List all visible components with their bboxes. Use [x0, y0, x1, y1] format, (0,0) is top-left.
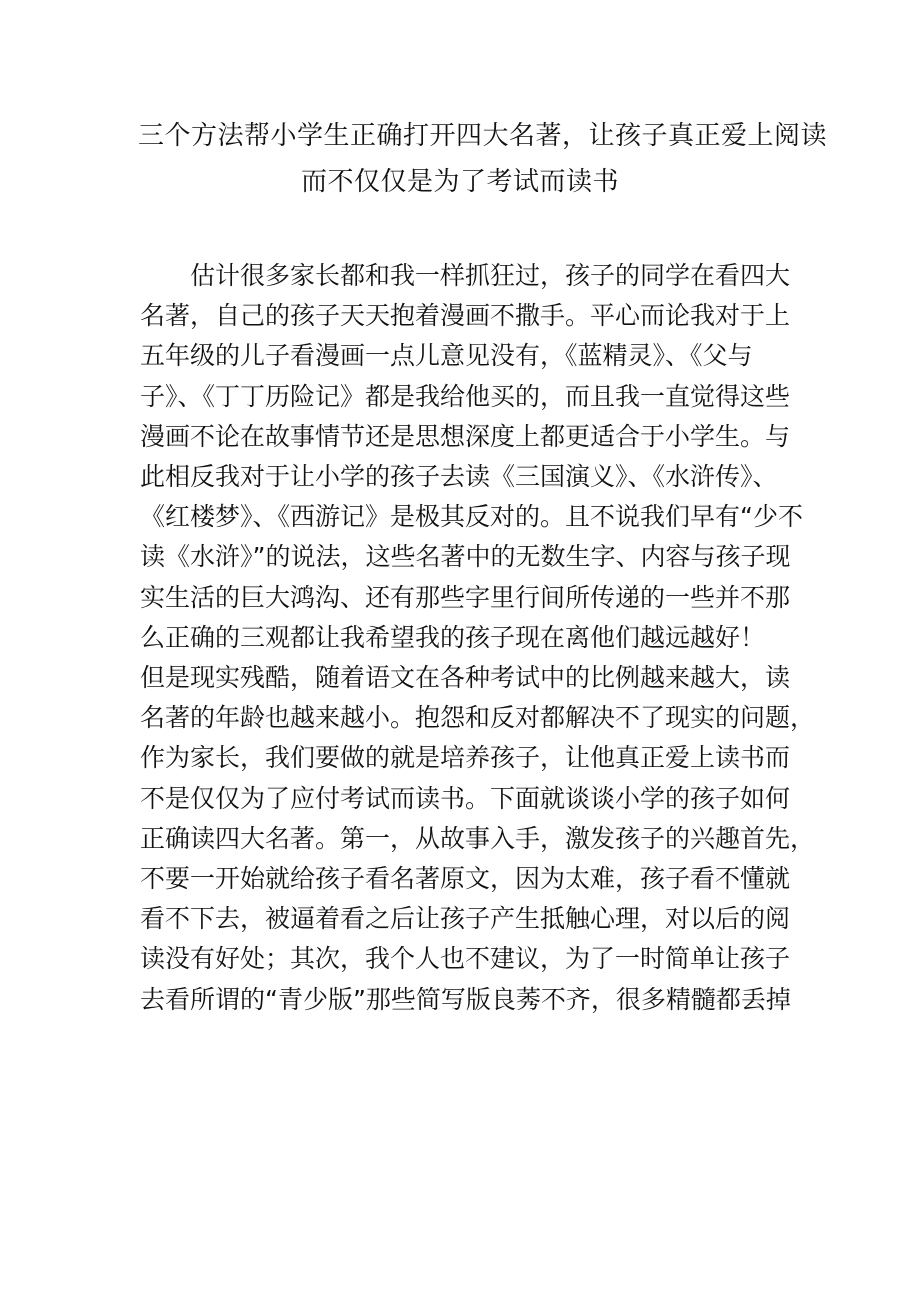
document-title	[138, 116, 828, 202]
body-line: 正确读四大名著。第一，从故事入手，激发孩子的兴趣首先，	[140, 823, 816, 853]
body-line: 读没有好处；其次，我个人也不建议，为了一时简单让孩子	[140, 944, 791, 974]
title-line-1: 三个方法帮小学生正确打开四大名著，让孩子真正爱上阅读	[138, 121, 828, 151]
body-line: 子》、《丁丁历险记》都是我给他买的，而且我一直觉得这些	[140, 381, 791, 411]
body-line: 不是仅仅为了应付考试而读书。下面就谈谈小学的孩子如何	[140, 783, 791, 813]
body-line: 但是现实残酷，随着语文在各种考试中的比例越来越大，读	[140, 663, 791, 693]
article-body	[140, 256, 816, 1020]
body-line: 看不下去，被逼着看之后让孩子产生抵触心理，对以后的阅	[140, 904, 791, 934]
body-line: 作为家长，我们要做的就是培养孩子，让他真正爱上读书而	[140, 743, 791, 773]
body-line: 名著的年龄也越来越小。抱怨和反对都解决不了现实的问题，	[140, 703, 816, 733]
body-line: 估计很多家长都和我一样抓狂过，孩子的同学在看四大	[190, 261, 791, 290]
body-line: 名著，自己的孩子天天抱着漫画不撒手。平心而论我对于上	[140, 301, 791, 331]
body-line: 读《水浒》”的说法，这些名著中的无数生字、内容与孩子现	[140, 542, 791, 572]
body-line: 不要一开始就给孩子看名著原文，因为太难，孩子看不懂就	[140, 864, 791, 894]
title-line-2: 而不仅仅是为了考试而读书	[300, 167, 619, 197]
body-line: 漫画不论在故事情节还是思想深度上都更适合于小学生。与	[140, 421, 791, 451]
body-line: 五年级的儿子看漫画一点儿意见没有，《蓝精灵》、《父与	[140, 341, 753, 371]
body-line: 《红楼梦》、《西游记》是极其反对的。且不说我们早有“少不	[140, 502, 803, 532]
body-line: 么正确的三观都让我希望我的孩子现在离他们越远越好！	[140, 622, 766, 652]
body-line: 去看所谓的“青少版”那些简写版良莠不齐，很多精髓都丢掉	[140, 984, 791, 1014]
body-line: 此相反我对于让小学的孩子去读《三国演义》、《水浒传》、	[140, 462, 778, 492]
body-line: 实生活的巨大鸿沟、还有那些字里行间所传递的一些并不那	[140, 582, 791, 612]
